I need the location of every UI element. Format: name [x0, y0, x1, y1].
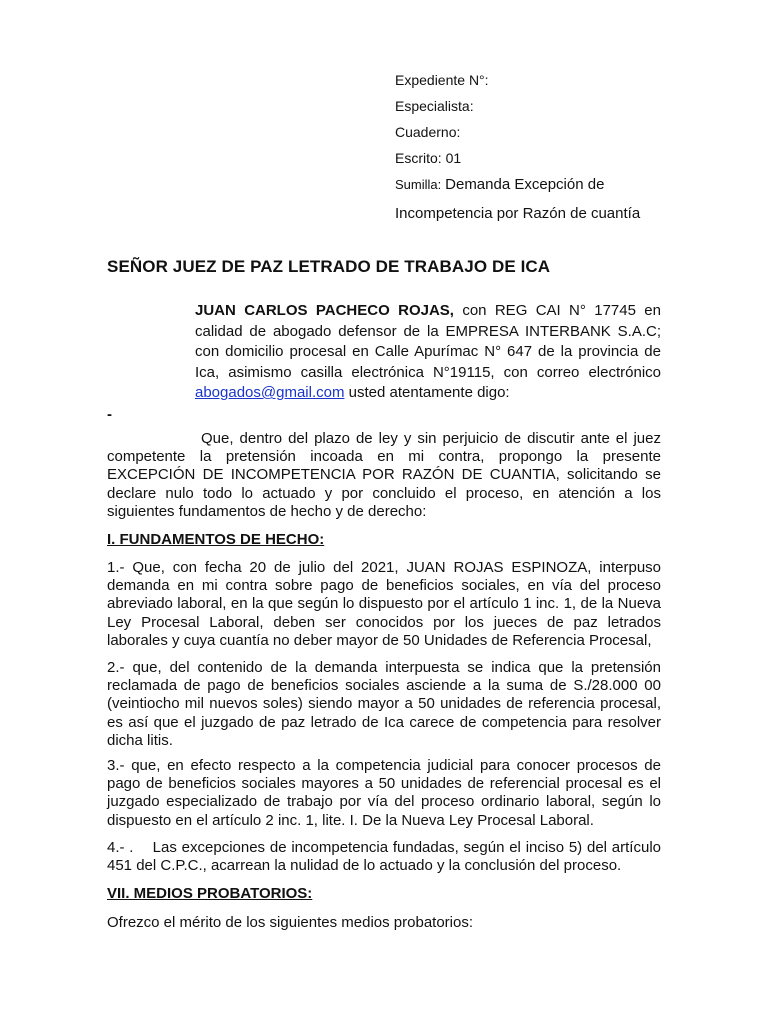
closing-line: Ofrezco el mérito de los siguientes medios probatorios: — [107, 914, 474, 931]
paragraph-4: 4.- . Las excepciones de incompetencia fundadas, según el inciso 5) del artículo 451 del C.P.C., acarrean la nulidad de lo actuado y la conclusión del proceso. — [107, 839, 666, 875]
court-title: SEÑOR JUEZ DE PAZ LETRADO DE TRABAJO DE ICA — [107, 257, 551, 276]
sumilla — [395, 174, 755, 224]
petition-paragraph — [107, 430, 661, 521]
section-title-medios: VII. MEDIOS PROBATORIOS: — [107, 885, 313, 902]
cuaderno-label: Cuaderno: — [395, 124, 461, 140]
intro-text-part1: con REG CAI N° 17745 en calidad de abogado defensor de la EMPRESA INTERBANK S.A.C; con domicilio procesal en Calle Apurímac N° 647 de la provincia de Ica, asimismo casilla electrónica N°19115, con correo electrónico — [195, 302, 661, 381]
dash-marker: - — [107, 406, 112, 423]
case-header — [395, 70, 755, 224]
email-link[interactable]: abogados@gmail.com — [195, 384, 345, 401]
intro-paragraph — [195, 301, 661, 404]
section-title-fundamentos: I. FUNDAMENTOS DE HECHO: — [107, 531, 325, 548]
sumilla-label: Sumilla: — [395, 177, 442, 192]
sumilla-text-line1: Demanda Excepción de — [445, 176, 605, 193]
especialista-label: Especialista: — [395, 98, 474, 114]
sumilla-text-line2: Incompetencia por Razón de cuantía — [395, 205, 641, 222]
escrito-label: Escrito: 01 — [395, 150, 462, 166]
expediente-label: Expediente N°: — [395, 72, 489, 88]
paragraph-3: 3.- que, en efecto respecto a la competencia judicial para conocer procesos de pago de beneficios sociales mayores a 50 unidades de referencial procesal es el juzgado especializado de trabajo por vía del proceso ordinario laboral, según lo dispuesto en el artículo 2 inc. 1, lite. I. De la Nueva Ley Procesal Laboral. — [107, 757, 661, 829]
intro-text-part2: usted atentamente digo: — [344, 384, 510, 401]
paragraph-2: 2.- que, del contenido de la demanda interpuesta se indica que la pretensión reclamada de pago de beneficios sociales asciende a la suma de S./28.000 00 (veintiocho mil nuevos soles) siendo mayor a 50 unidades de referencia procesal, es así que el juzgado de paz letrado de Ica carece de competencia para resolver dicha litis. — [107, 659, 661, 749]
paragraph-1: 1.- Que, con fecha 20 de julio del 2021, JUAN ROJAS ESPINOZA, interpuso demanda en mi contra sobre pago de beneficios sociales, en vía del proceso abreviado laboral, en la que según lo dispuesto por el artículo 1 inc. 1, de la Nueva Ley Procesal Laboral, deben ser conocidos por los jueces de paz letrados laborales y cuya cuantía no deber mayor de 50 Unidades de Referencia Procesal, — [107, 559, 661, 649]
lawyer-name: JUAN CARLOS PACHECO ROJAS, — [195, 302, 454, 319]
petition-text: Que, dentro del plazo de ley y sin perjuicio de discutir ante el juez competente la pretensión incoada en mi contra, propongo la presente EXCEPCIÓN DE INCOMPETENCIA POR RAZÓN DE CUANTIA, solicitando se declare nulo todo lo actuado y por concluido el proceso, en atención a los siguientes fundamentos de hecho y de derecho: — [107, 430, 661, 520]
